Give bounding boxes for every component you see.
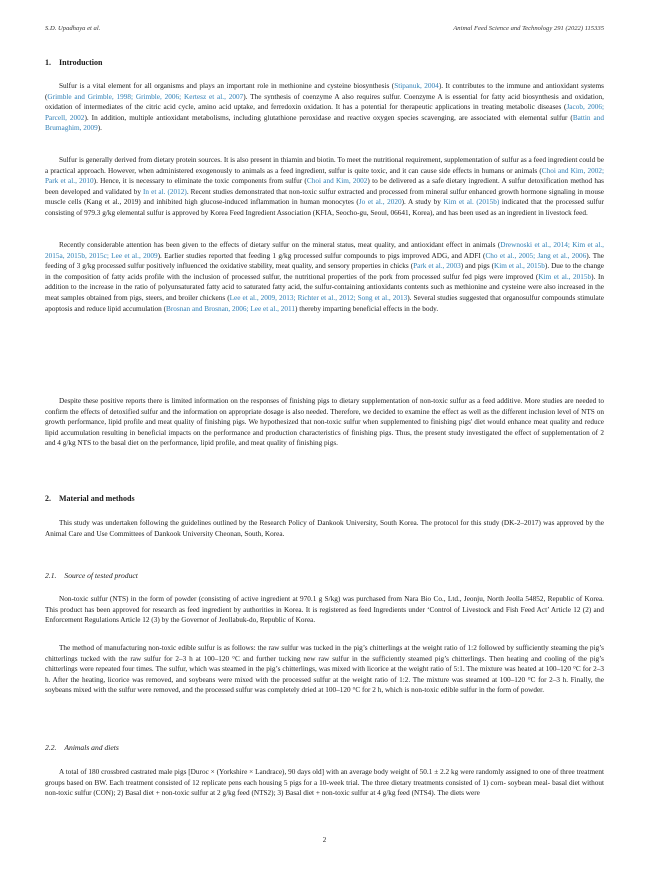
citation-link[interactable]: Kim et al., 2015b bbox=[493, 262, 545, 271]
paragraph bbox=[45, 81, 604, 134]
page-number: 2 bbox=[322, 836, 327, 844]
paragraph-text: ). It contributes to the immune and antioxidant systems ( bbox=[45, 82, 604, 101]
citation-link[interactable]: Brosnan and Brosnan, 2006; Lee et al., 2011 bbox=[166, 304, 295, 313]
paragraph-text: This study was undertaken following the guidelines outlined by the Research Policy of Dankook University, South Korea. The protocol for this study (DK-2–2017) was approved by the Animal Care and Use Committees of Dankook University Cheonan, South, Korea. bbox=[45, 519, 604, 538]
citation-link[interactable]: Cho et al., 2005; Jang et al., 2006 bbox=[485, 251, 587, 260]
paragraph-text: Recently considerable attention has been given to the effects of dietary sulfur on the mineral status, meat quality, and antioxidant effect in animals ( bbox=[59, 241, 501, 249]
citation-link[interactable]: Kim et al. (2015b) bbox=[443, 198, 500, 207]
section-heading-introduction bbox=[45, 58, 102, 67]
citation-link[interactable]: Jo et al., 2020 bbox=[358, 198, 402, 207]
paragraph bbox=[45, 643, 604, 696]
paragraph-text: The method of manufacturing non-toxic edible sulfur is as follows: the raw sulfur was tucked in the pig’s chitterlings at the weight ratio of 1:2 followed by sufficiently steaming the pig’s chitterlings tucked with the raw sulfur for 2–3 h at 100–120 °C and further tucking new raw sulfur in the sufficiently steamed pig’s chitterlings. Then heating and cooling of the pig’s chitterlings were repeated four times. The sulfur, which was steamed in the pig’s chitterlings, was mixed with licorice at the weight ratio of 5:1. The mixture was heated at 100–120 °C for 2–3 h. After the heating, licorice was removed, and soybeans were mixed with the processed sulfur at the weight ratio of 1:2. The mixture was steamed at 100–120 °C for 2–3 h. Finally, the soybeans mixed with the sulfur were removed, and the processed sulfur was completely dried at 100–120 °C for 2 h, which is non-toxic edible sulfur in the form of powder. bbox=[45, 644, 604, 695]
subsection-number: 2.2. bbox=[45, 743, 57, 752]
citation-link[interactable]: Battin and Brumaghim, 2009 bbox=[45, 113, 604, 133]
citation-link[interactable]: Lee et al., 2009, 2013; Richter et al., 2012; Song et al., 2013 bbox=[229, 293, 408, 302]
paragraph-text: ). The synthesis of coenzyme A also requires sulfur. Coenzyme A is essential for fatty acid biosynthesis and oxidation, oxidation of intermediates of the citric acid cycle, amino acid uptake, and ferredoxin oxidation. It has a potential for therapeutic applications in treating metabolic diseases ( bbox=[45, 92, 604, 112]
citation-link[interactable]: Choi and Kim, 2002; Park et al., 2010 bbox=[45, 166, 604, 186]
paragraph-text: A total of 180 crossbred castrated male pigs [Duroc × (Yorkshire × Landrace), 90 days old] with an average body weight of 50.1 ± 2.2 kg were randomly assigned to one of three treatment groups based on BW. Each treatment consisted of 12 replicate pens each housing 5 pigs for a 10-week trial. The three dietary treatments consisted of 1) corn- soybean meal- basal diet without non-toxic sulfur (CON); 2) Basal diet + non-toxic sulfur at 2 g/kg feed (NTS2); 3) Basal diet + non-toxic sulfur at 4 g/kg feed (NTS4). The diets were bbox=[45, 768, 604, 798]
section-number: 1. bbox=[45, 58, 51, 67]
paragraph-text: ). In addition to the increase in the ratio of polyunsaturated fatty acid to saturated fatty acid, the sulfur-containing antioxidants contents such as methionine and cysteine were also increased in the meat samples obtained from pigs, steers, and broiler chickens ( bbox=[45, 272, 604, 302]
paragraph-text: ) thereby imparting beneficial effects in the body. bbox=[295, 304, 439, 313]
citation-link[interactable]: Choi and Kim, 2002 bbox=[306, 177, 368, 186]
paragraph-text: ). Due to the change in the composition of fatty acids profile with the inclusion of processed sulfur, the nutritional properties of the pork from processed sulfur fed pigs were improved ( bbox=[45, 262, 604, 281]
citation-link[interactable]: Park et al., 2003 bbox=[413, 262, 461, 271]
citation-link[interactable]: Stipanuk, 2004 bbox=[394, 82, 439, 90]
subsection-title: Source of tested product bbox=[64, 571, 138, 580]
paragraph bbox=[45, 240, 604, 314]
section-number: 2. bbox=[45, 494, 51, 503]
paragraph bbox=[45, 594, 604, 626]
paragraph bbox=[45, 767, 604, 799]
citation-link[interactable]: Kim et al., 2015b bbox=[538, 272, 592, 281]
section-heading-methods bbox=[45, 494, 135, 503]
paragraph-text: ). bbox=[97, 124, 102, 133]
section-title: Introduction bbox=[59, 58, 103, 67]
running-header-authors: S.D. Upadhaya et al. bbox=[45, 25, 101, 32]
paragraph-text: Sulfur is a vital element for all organisms and plays an important role in methionine and cysteine biosynthesis ( bbox=[59, 82, 395, 90]
citation-link[interactable]: Jacob, 2006; Parcell, 2002 bbox=[45, 103, 604, 122]
subsection-title: Animals and diets bbox=[64, 743, 119, 752]
paragraph-text: Sulfur is generally derived from dietary protein sources. It is also present in thiamin and biotin. To meet the nutritional requirement, supplementation of sulfur as a feed ingredient could be a practical approach. However, when administered exogenously to animals as a feed ingredient, sulfur is quite toxic, and it can cause side effects in humans or animals ( bbox=[45, 156, 604, 175]
paragraph-text: ). Several studies suggested that organosulfur compounds stimulate apoptosis and reduce lipid accumulation ( bbox=[45, 293, 604, 313]
subsection-heading-source bbox=[45, 571, 138, 580]
paragraph-text: ). In addition, multiple antioxidant metabolisms, including glutathione peroxidase and reactive oxygen species scavenging, are associated with elemental sulfur ( bbox=[84, 113, 573, 122]
paragraph-text: ). Hence, it is necessary to eliminate the toxic components from sulfur ( bbox=[93, 177, 307, 186]
citation-link[interactable]: Grimble and Grimble, 1998; Grimble, 2006; Kertesz et al., 2007 bbox=[47, 92, 244, 101]
section-title: Material and methods bbox=[59, 494, 135, 503]
paragraph bbox=[45, 518, 604, 539]
citation-link[interactable]: Drewnoski et al., 2014; Kim et al., 2015a, 2015b, 2015c; Lee et al., 2009 bbox=[45, 241, 604, 260]
paragraph-text: ). A study by bbox=[401, 198, 444, 207]
paragraph-text: ) to be delivered as a safe dietary ingredient. A sulfur detoxification method has been developed and validated by bbox=[45, 177, 604, 196]
subsection-heading-animals bbox=[45, 743, 119, 752]
running-header-journal: Animal Feed Science and Technology 291 (2022) 115335 bbox=[453, 25, 604, 32]
subsection-number: 2.1. bbox=[45, 571, 57, 580]
paragraph-text: ). Earlier studies reported that feeding 1 g/kg processed sulfur compounds to pigs improved ADG, and ADFI ( bbox=[157, 251, 486, 260]
paragraph-text: indicated that the processed sulfur consisting of 979.3 g/kg elemental sulfur is approved by Korea Feed Ingredient Association (KFIA, Seocho-gu, Seoul, 06641, Korea), and has been used as an ingredient in livestock feed. bbox=[45, 198, 604, 217]
paragraph bbox=[45, 396, 604, 449]
paragraph-text: Despite these positive reports there is limited information on the responses of finishing pigs to dietary supplementation of non-toxic sulfur as a feed additive. More studies are needed to confirm the effects of detoxified sulfur and the information on appropriate dosage is also needed. Therefore, we decided to examine the effect as well as the different inclusion level of NTS on growth performance, lipid profile and meat quality of finishing pigs. We hypothesized that non-toxic sulfur when supplemented to finishing pigs' diet would enhance meat quality and reduce lipid accumulation resulting in beneficial impacts on the performance and production characteristics of finishing pigs. Thus, the present study investigated the effect of supplementation of 2 and 4 g/kg NTS to the basal diet on the performance, lipid profile, and meat quality of finishing pigs. bbox=[45, 397, 604, 448]
paragraph-text: Non-toxic sulfur (NTS) in the form of powder (consisting of active ingredient at 970.1 g S/kg) was purchased from Nara Bio Co., Ltd., Jeonju, North Jeolla 54852, Republic of Korea. This product has been approved for research as feed ingredient by authorities in Korea. It is registered as feed Ingredients under ‘Control of Livestock and Fish Feed Act’ Article 12 (2) and Enforcement Regulations Article 12 (3) by the Governor of Jeollabuk-do, Republic of Korea. bbox=[45, 595, 604, 625]
citation-link[interactable]: In et al. (2012) bbox=[143, 187, 187, 196]
paragraph bbox=[45, 155, 604, 219]
paragraph-text: ) and pigs ( bbox=[460, 262, 494, 271]
paragraph-text: . Recent studies demonstrated that non-toxic sulfur extracted and processed from mineral sulfur enhanced growth hormone signaling in mouse muscle cells (Kang et al., 2019) and inhibited high glucose-induced inflammation in human monocytes ( bbox=[45, 187, 604, 207]
paragraph-text: ). The feeding of 3 g/kg processed sulfur positively influenced the oxidative stability, meat quality, and sensory properties in chicks ( bbox=[45, 251, 604, 271]
